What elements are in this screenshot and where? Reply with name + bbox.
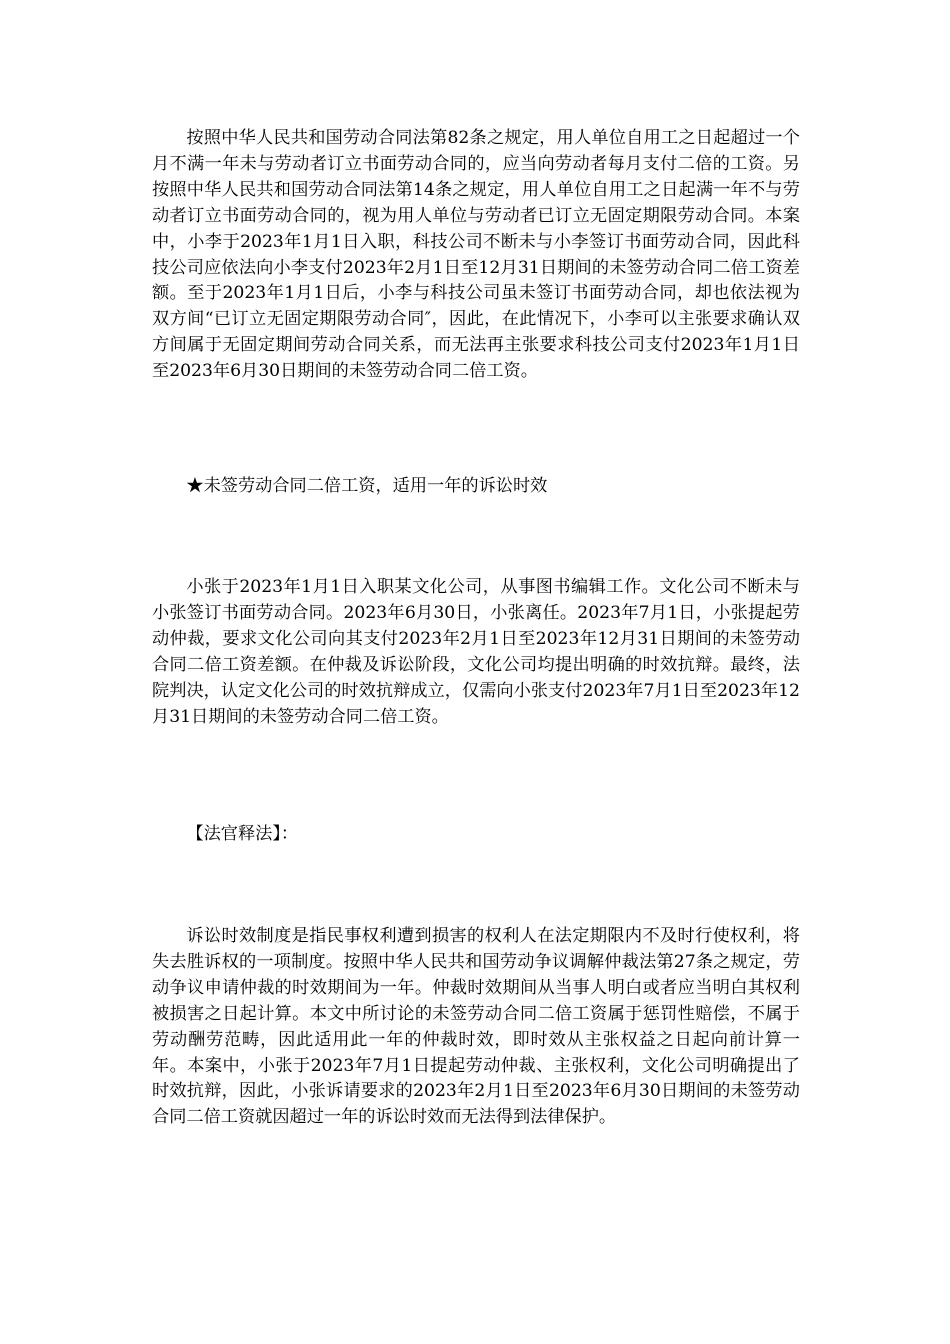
section-heading-1: ★未签劳动合同二倍工资，适用一年的诉讼时效 [186, 476, 548, 496]
body-paragraph-2: 小张于2023年1月1日入职某文化公司，从事图书编辑工作。文化公司不断未与小张签订书面劳动合同。2023年6月30日，小张离任。2023年7月1日，小张提起劳动仲裁，要求文化公司向其支付2023年2月1日至2023年12月31日期间的未签劳动合同二倍工资差额。在仲裁及诉讼阶段，文化公司均提出明确的时效抗辩。最终，法院判决，认定文化公司的时效抗辩成立，仅需向小张支付2023年7月1日至2023年12月31日期间的未签劳动合同二倍工资。 [152, 577, 800, 727]
section-heading-2: 【法官释法】： [186, 824, 299, 844]
body-paragraph-1: 按照中华人民共和国劳动合同法第82条之规定，用人单位自用工之日起超过一个月不满一年未与劳动者订立书面劳动合同的，应当向劳动者每月支付二倍的工资。另按照中华人民共和国劳动合同法第14条之规定，用人单位自用工之日起满一年不与劳动者订立书面劳动合同的，视为用人单位与劳动者已订立无固定期限劳动合同。本案中，小李于2023年1月1日入职，科技公司不断未与小李签订书面劳动合同，因此科技公司应依法向小李支付2023年2月1日至12月31日期间的未签劳动合同二倍工资差额。至于2023年1月1日后，小李与科技公司虽未签订书面劳动合同，却也依法视为双方间“已订立无固定期限劳动合同″，因此，在此情况下，小李可以主张要求确认双方间属于无固定期间劳动合同关系，而无法再主张要求科技公司支付2023年1月1日至2023年6月30日期间的未签劳动合同二倍工资。 [152, 128, 800, 382]
body-paragraph-3: 诉讼时效制度是指民事权利遭到损害的权利人在法定期限内不及时行使权利，将失去胜诉权的一项制度。按照中华人民共和国劳动争议调解仲裁法第27条之规定，劳动争议申请仲裁的时效期间为一年。仲裁时效期间从当事人明白或者应当明白其权利被损害之日起计算。本文中所讨论的未签劳动合同二倍工资属于惩罚性赔偿，不属于劳动酬劳范畴，因此适用此一年的仲裁时效，即时效从主张权益之日起向前计算一年。本案中，小张于2023年7月1日提起劳动仲裁、主张权利，文化公司明确提出了时效抗辩，因此，小张诉请要求的2023年2月1日至2023年6月30日期间的未签劳动合同二倍工资就因超过一年的诉讼时效而无法得到法律保护。 [152, 926, 800, 1128]
